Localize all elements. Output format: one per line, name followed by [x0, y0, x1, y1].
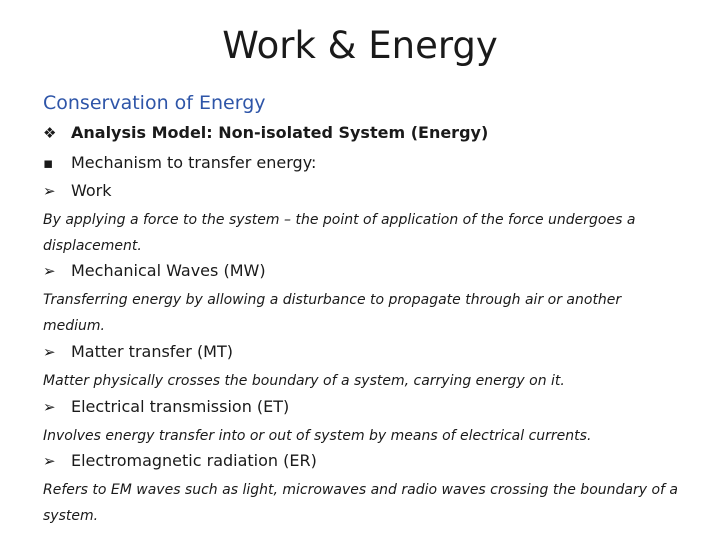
bullet-text: Mechanical Waves (MW) [71, 261, 266, 280]
slide-title: Work & Energy [222, 24, 498, 67]
description-work: By applying a force to the system – the point of application of the force undergoes a displacement. [43, 212, 636, 254]
description-matter-transfer: Matter physically crosses the boundary of a system, carrying energy on it. [43, 373, 565, 389]
bullet-matter-transfer [43, 340, 233, 364]
arrow-bullet-icon: ➢ [43, 398, 56, 416]
arrow-bullet-icon: ➢ [43, 452, 56, 470]
bullet-text: Matter transfer (MT) [71, 342, 233, 361]
arrow-bullet-icon: ➢ [43, 262, 56, 280]
bullet-mechanical-waves [43, 259, 266, 283]
description-electromagnetic-radiation: Refers to EM waves such as light, microwaves and radio waves crossing the boundary of a system. [43, 482, 678, 524]
description-electrical-transmission: Involves energy transfer into or out of system by means of electrical currents. [43, 428, 592, 444]
bullet-text: Electromagnetic radiation (ER) [71, 451, 317, 470]
description-mechanical-waves: Transferring energy by allowing a disturbance to propagate through air or another medium. [43, 292, 622, 334]
arrow-bullet-icon: ➢ [43, 343, 56, 361]
square-bullet-icon: ▪ [43, 154, 54, 172]
bullet-mechanism [43, 151, 316, 175]
arrow-bullet-icon: ➢ [43, 182, 56, 200]
bullet-electrical-transmission [43, 395, 289, 419]
bullet-text: Work [71, 181, 112, 200]
bullet-text: Mechanism to transfer energy: [71, 153, 317, 172]
slide-subtitle: Conservation of Energy [43, 92, 266, 114]
diamond-bullet-icon: ❖ [43, 124, 57, 142]
bullet-analysis-model [43, 121, 488, 145]
bullet-text: Analysis Model: Non-isolated System (Energy) [71, 123, 489, 142]
bullet-work [43, 179, 112, 203]
bullet-electromagnetic-radiation [43, 449, 317, 473]
bullet-text: Electrical transmission (ET) [71, 397, 290, 416]
